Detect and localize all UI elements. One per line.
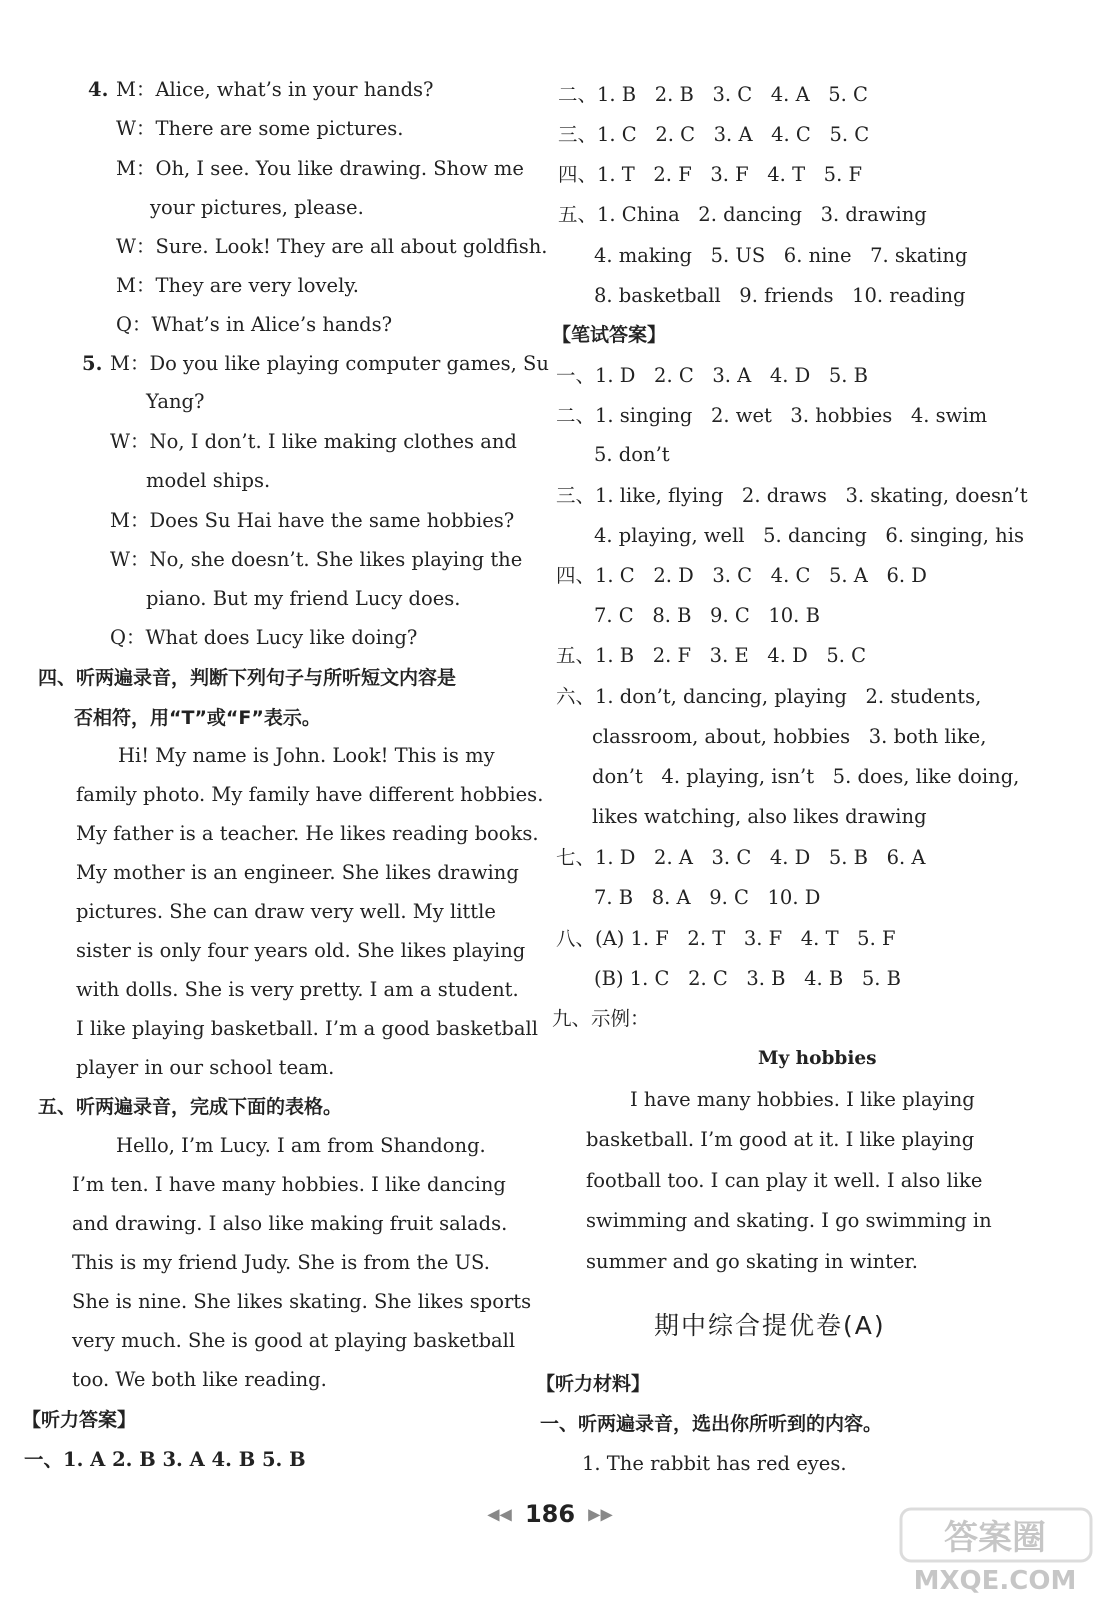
sec4-text-line-9: player in our school team. bbox=[76, 1056, 335, 1079]
sec4-text-line-5: pictures. She can draw very well. My little bbox=[76, 900, 496, 923]
sec5-text-line-4: This is my friend Judy. She is from the US. bbox=[72, 1251, 490, 1274]
sec4-text-line-8: I like playing basketball. I’m a good basketball bbox=[76, 1017, 539, 1040]
written-line-8b: (B) 1. C 2. C 3. B 4. B 5. B bbox=[594, 967, 901, 990]
essay-line-3: football too. I can play it well. I also like bbox=[586, 1169, 983, 1192]
q4-number: 4. bbox=[88, 78, 109, 101]
q4-line-7: Q：What’s in Alice’s hands? bbox=[116, 313, 393, 336]
listening-material-heading: 【听力材料】 bbox=[536, 1373, 651, 1395]
essay-line-2: basketball. I’m good at it. I like playing bbox=[586, 1128, 975, 1151]
q5-line-1: M：Do you like playing computer games, Su bbox=[110, 352, 549, 375]
listening-answers-heading: 【听力答案】 bbox=[22, 1409, 137, 1431]
answer-line-5a: 五、1. China 2. dancing 3. drawing bbox=[558, 203, 927, 226]
sec4-text-line-3: My father is a teacher. He likes reading books. bbox=[76, 822, 539, 845]
q4-line-6: M：They are very lovely. bbox=[116, 274, 359, 297]
q5-line-3: W：No, I don’t. I like making clothes and bbox=[110, 430, 517, 453]
essay-line-1: I have many hobbies. I like playing bbox=[630, 1088, 975, 1111]
sec5-text-line-1: Hello, I’m Lucy. I am from Shandong. bbox=[116, 1134, 486, 1157]
sec4-heading-line-2: 否相符，用“T”或“F”表示。 bbox=[74, 707, 321, 729]
watermark-line-2: MXQE.COM bbox=[913, 1566, 1077, 1596]
written-line-9: 九、示例： bbox=[552, 1007, 650, 1030]
q5-line-6: W：No, she doesn’t. She likes playing the bbox=[110, 548, 523, 571]
q4-line-3: M：Oh, I see. You like drawing. Show me bbox=[116, 157, 524, 180]
q4-line-4: your pictures, please. bbox=[150, 196, 364, 219]
answer-line-3: 三、1. C 2. C 3. A 4. C 5. C bbox=[558, 123, 870, 146]
sec5-text-line-7: too. We both like reading. bbox=[72, 1368, 327, 1391]
sec4-text-line-7: with dolls. She is very pretty. I am a student. bbox=[76, 978, 519, 1001]
written-line-3a: 三、1. like, flying 2. draws 3. skating, doesn’t bbox=[556, 484, 1028, 507]
essay-line-5: summer and go skating in winter. bbox=[586, 1250, 918, 1273]
written-line-6c: don’t 4. playing, isn’t 5. does, like doing, bbox=[592, 765, 1020, 788]
written-line-4a: 四、1. C 2. D 3. C 4. C 5. A 6. D bbox=[556, 564, 927, 587]
sec4-text-line-1: Hi! My name is John. Look! This is my bbox=[118, 744, 495, 767]
q5-line-2: Yang? bbox=[146, 390, 205, 413]
watermark-graphic bbox=[895, 1505, 1100, 1600]
next-page-arrows-icon[interactable]: ▶▶ bbox=[588, 1504, 613, 1524]
q4-line-2: W：There are some pictures. bbox=[116, 117, 404, 140]
sec5-text-line-5: She is nine. She likes skating. She likes sports bbox=[72, 1290, 532, 1313]
prev-page-arrows-icon[interactable]: ◀◀ bbox=[487, 1504, 512, 1524]
written-line-7b: 7. B 8. A 9. C 10. D bbox=[594, 886, 821, 909]
written-line-5: 五、1. B 2. F 3. E 4. D 5. C bbox=[556, 644, 867, 667]
q5-line-7: piano. But my friend Lucy does. bbox=[146, 587, 461, 610]
q4-line-1: M：Alice, what’s in your hands? bbox=[116, 78, 434, 101]
answer-line-5b: 4. making 5. US 6. nine 7. skating bbox=[594, 244, 968, 267]
q5-number: 5. bbox=[82, 352, 103, 375]
written-line-7a: 七、1. D 2. A 3. C 4. D 5. B 6. A bbox=[556, 846, 926, 869]
material-q1-line-1: 1. The rabbit has red eyes. bbox=[582, 1452, 847, 1475]
sec4-text-line-4: My mother is an engineer. She likes drawing bbox=[76, 861, 519, 884]
answer-line-2: 二、1. B 2. B 3. C 4. A 5. C bbox=[558, 83, 868, 106]
material-q1-heading: 一、听两遍录音，选出你所听到的内容。 bbox=[540, 1413, 883, 1435]
written-line-8a: 八、(A) 1. F 2. T 3. F 4. T 5. F bbox=[556, 927, 896, 950]
written-answers-heading: 【笔试答案】 bbox=[552, 324, 667, 346]
written-line-6a: 六、1. don’t, dancing, playing 2. students, bbox=[556, 685, 982, 708]
written-line-6b: classroom, about, hobbies 3. both like, bbox=[592, 725, 987, 748]
written-line-2a: 二、1. singing 2. wet 3. hobbies 4. swim bbox=[556, 404, 988, 427]
sec5-text-line-2: I’m ten. I have many hobbies. I like dancing bbox=[72, 1173, 506, 1196]
sec5-heading: 五、听两遍录音，完成下面的表格。 bbox=[38, 1096, 343, 1118]
sec4-text-line-6: sister is only four years old. She likes playing bbox=[76, 939, 526, 962]
listening-answers-line-1: 一、1. A 2. B 3. A 4. B 5. B bbox=[24, 1448, 306, 1471]
essay-title: My hobbies bbox=[758, 1048, 877, 1069]
q5-line-8: Q：What does Lucy like doing? bbox=[110, 626, 418, 649]
written-line-6d: likes watching, also likes drawing bbox=[592, 805, 927, 828]
page-number: 186 bbox=[524, 1500, 576, 1528]
q5-line-5: M：Does Su Hai have the same hobbies? bbox=[110, 509, 515, 532]
sec4-text-line-2: family photo. My family have different hobbies. bbox=[76, 783, 544, 806]
written-line-1: 一、1. D 2. C 3. A 4. D 5. B bbox=[556, 364, 869, 387]
answer-line-5c: 8. basketball 9. friends 10. reading bbox=[594, 284, 966, 307]
sec4-heading-line-1: 四、听两遍录音，判断下列句子与所听短文内容是 bbox=[38, 667, 457, 689]
answer-line-4: 四、1. T 2. F 3. F 4. T 5. F bbox=[558, 163, 863, 186]
watermark-logo bbox=[895, 1505, 1100, 1600]
written-line-3b: 4. playing, well 5. dancing 6. singing, his bbox=[594, 524, 1024, 547]
watermark-line-1: 答案圈 bbox=[944, 1518, 1046, 1558]
written-line-4b: 7. C 8. B 9. C 10. B bbox=[594, 604, 820, 627]
q5-line-4: model ships. bbox=[146, 469, 271, 492]
sec5-text-line-6: very much. She is good at playing basketball bbox=[72, 1329, 516, 1352]
section-title: 期中综合提优卷(A) bbox=[654, 1311, 886, 1340]
written-line-2b: 5. don’t bbox=[594, 443, 670, 466]
essay-line-4: swimming and skating. I go swimming in bbox=[586, 1209, 992, 1232]
q4-line-5: W：Sure. Look! They are all about goldfish. bbox=[116, 235, 548, 258]
sec5-text-line-3: and drawing. I also like making fruit salads. bbox=[72, 1212, 508, 1235]
